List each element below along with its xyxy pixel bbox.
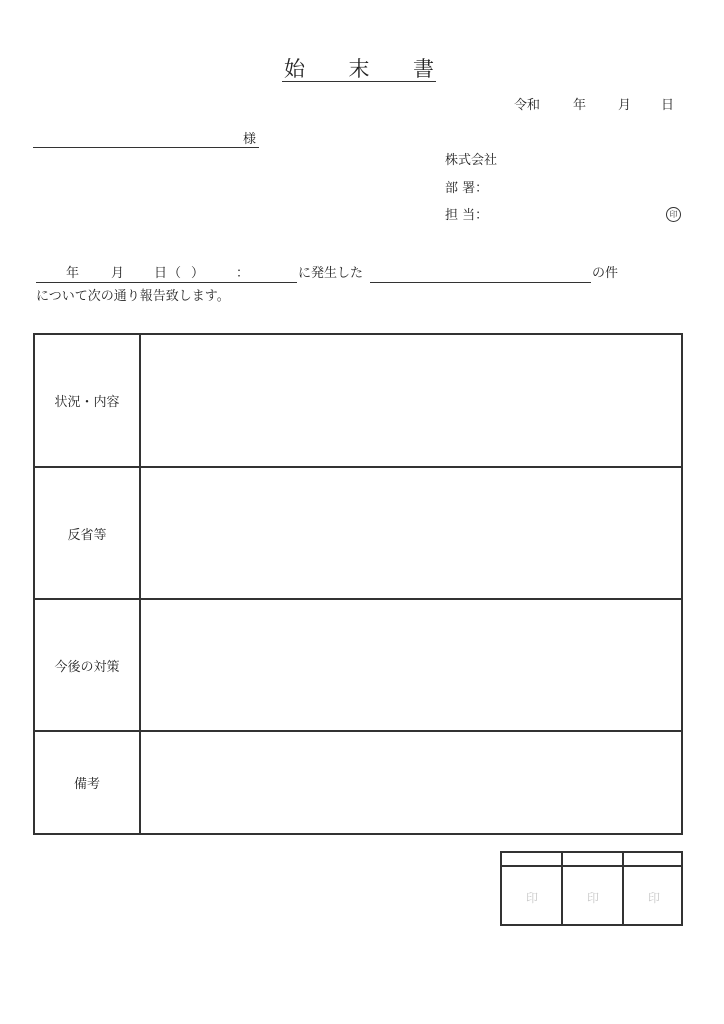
occurred-text: に発生した [298, 266, 364, 281]
stamp-header-row [502, 853, 681, 867]
incident-subject-line[interactable] [370, 282, 591, 283]
document-title [282, 58, 436, 82]
report-sentence: について次の通り報告致します。 [36, 289, 230, 304]
person-label: 担 当： [445, 208, 489, 223]
recipient-name-line[interactable] [33, 147, 259, 148]
era-label: 令和 [514, 98, 541, 113]
case-suffix: の件 [592, 266, 619, 281]
row-label-remarks: 備考 [35, 732, 141, 833]
incident-day-label: 日 [154, 266, 168, 281]
title-char-3: 書 [413, 57, 434, 81]
title-char-2: 末 [348, 57, 370, 81]
stamp-mark-1: 印 [525, 891, 538, 905]
incident-date-line[interactable] [36, 282, 297, 283]
table-row-situation [35, 335, 681, 466]
weekday-close-paren: ） [191, 266, 205, 281]
stamp-mark-2: 印 [586, 891, 599, 905]
incident-year-label: 年 [66, 266, 80, 281]
time-colon: ： [236, 266, 250, 281]
department-label: 部 署： [445, 181, 489, 196]
table-row-remarks [35, 732, 681, 833]
recipient-suffix: 様 [243, 132, 257, 147]
day-label: 日 [661, 98, 675, 113]
table-row-reflection [35, 468, 681, 598]
month-label: 月 [618, 98, 632, 113]
row-label-countermeasures: 今後の対策 [35, 600, 141, 730]
company-label: 株式会社 [445, 153, 498, 168]
report-table [33, 333, 683, 835]
title-char-1: 始 [284, 57, 305, 81]
incident-month-label: 月 [111, 266, 125, 281]
row-label-reflection: 反省等 [35, 468, 141, 598]
table-row-countermeasures [35, 600, 681, 730]
seal-icon: 印 [666, 207, 681, 222]
year-label: 年 [573, 98, 587, 113]
weekday-open-paren: （ [168, 266, 182, 281]
approval-stamp-box [500, 851, 683, 926]
row-label-situation: 状況・内容 [35, 335, 141, 466]
stamp-mark-3: 印 [647, 891, 660, 905]
